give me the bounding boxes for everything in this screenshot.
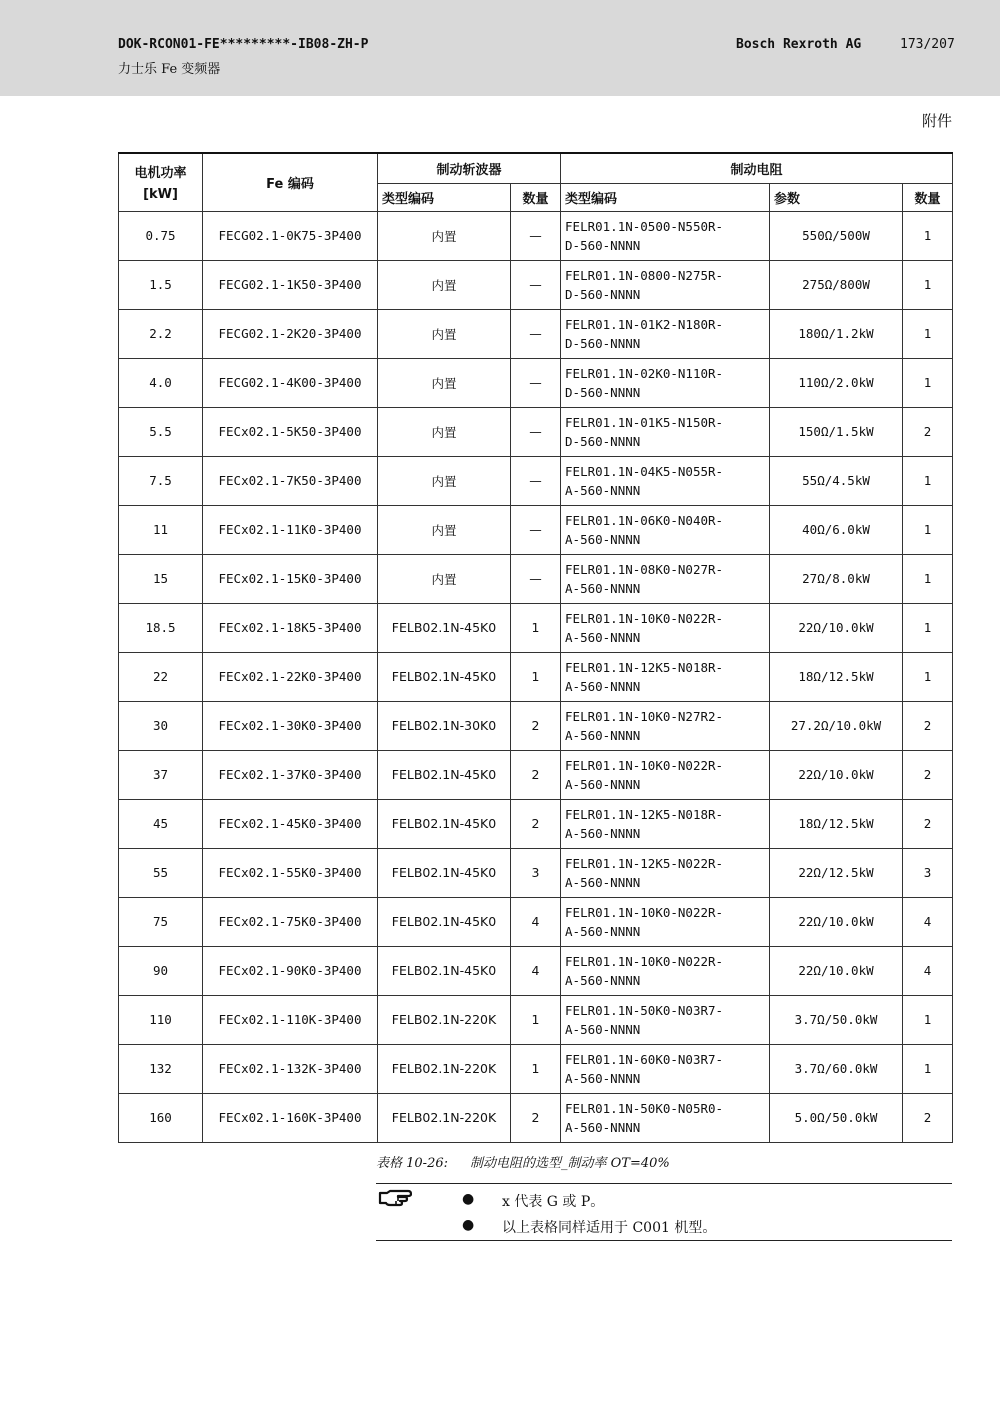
cell-resistor-type <box>561 505 770 554</box>
cell-motor-power: 7.5 <box>119 456 203 505</box>
resistor-type-line1: FELR01.1N-60K0-N03R7- <box>565 1051 724 1067</box>
cell-motor-power: 15 <box>119 554 203 603</box>
cell-chopper-type: 内置 <box>378 554 511 603</box>
cell-fe-code: FECx02.1-30K0-3P400 <box>203 701 378 750</box>
cell-fe-code: FECx02.1-7K50-3P400 <box>203 456 378 505</box>
resistor-type-line1: FELR01.1N-10K0-N022R- <box>565 610 724 626</box>
cell-motor-power: 132 <box>119 1044 203 1093</box>
cell-resistor-qty: 1 <box>903 652 953 701</box>
cell-resistor-qty: 1 <box>903 505 953 554</box>
table-row <box>119 701 953 750</box>
cell-resistor-param: 22Ω/12.5kW <box>770 848 903 897</box>
cell-resistor-type <box>561 309 770 358</box>
cell-resistor-qty: 1 <box>903 358 953 407</box>
table-row <box>119 995 953 1044</box>
cell-resistor-qty: 1 <box>903 211 953 260</box>
resistor-type-line2: A-560-NNNN <box>565 727 641 743</box>
caption-number: 表格 10-26: <box>376 1156 448 1171</box>
notes-box <box>376 1183 952 1241</box>
cell-chopper-qty: 2 <box>511 1093 561 1142</box>
cell-resistor-param: 22Ω/10.0kW <box>770 897 903 946</box>
cell-chopper-qty: 1 <box>511 1044 561 1093</box>
resistor-type-line2: A-560-NNNN <box>565 776 641 792</box>
cell-motor-power: 22 <box>119 652 203 701</box>
resistor-type-line1: FELR01.1N-50K0-N03R7- <box>565 1002 724 1018</box>
cell-motor-power: 1.5 <box>119 260 203 309</box>
brake-resistor-table <box>118 152 953 1143</box>
table-row <box>119 603 953 652</box>
cell-fe-code: FECG02.1-1K50-3P400 <box>203 260 378 309</box>
cell-resistor-type <box>561 701 770 750</box>
cell-chopper-qty: 3 <box>511 848 561 897</box>
cell-chopper-type: 内置 <box>378 309 511 358</box>
cell-resistor-type <box>561 456 770 505</box>
table-row <box>119 456 953 505</box>
document-subtitle: 力士乐 Fe 变频器 <box>118 62 221 77</box>
resistor-type-line2: A-560-NNNN <box>565 874 641 890</box>
note-text: 以上表格同样适用于 C001 机型。 <box>502 1220 717 1236</box>
header-brake-chopper: 制动斩波器 <box>378 153 561 183</box>
cell-chopper-qty: — <box>511 260 561 309</box>
cell-chopper-type: FELB02.1N-45K0 <box>378 946 511 995</box>
table-row <box>119 358 953 407</box>
cell-resistor-type <box>561 946 770 995</box>
cell-chopper-qty: — <box>511 505 561 554</box>
cell-motor-power: 18.5 <box>119 603 203 652</box>
cell-resistor-param: 40Ω/6.0kW <box>770 505 903 554</box>
cell-resistor-param: 275Ω/800W <box>770 260 903 309</box>
resistor-type-line1: FELR01.1N-06K0-N040R- <box>565 512 724 528</box>
table-row <box>119 848 953 897</box>
resistor-type-line1: FELR01.1N-50K0-N05R0- <box>565 1100 724 1116</box>
cell-resistor-param: 18Ω/12.5kW <box>770 652 903 701</box>
resistor-type-line2: A-560-NNNN <box>565 972 641 988</box>
resistor-type-line2: A-560-NNNN <box>565 580 641 596</box>
cell-resistor-param: 22Ω/10.0kW <box>770 946 903 995</box>
company-name: Bosch Rexroth AG <box>736 37 862 52</box>
note-text: x 代表 G 或 P。 <box>502 1194 605 1210</box>
cell-chopper-type: FELB02.1N-220K <box>378 1093 511 1142</box>
cell-resistor-type <box>561 1044 770 1093</box>
table-row <box>119 211 953 260</box>
cell-fe-code: FECx02.1-18K5-3P400 <box>203 603 378 652</box>
cell-resistor-param: 180Ω/1.2kW <box>770 309 903 358</box>
cell-chopper-qty: 1 <box>511 995 561 1044</box>
cell-chopper-qty: 2 <box>511 750 561 799</box>
resistor-type-line2: A-560-NNNN <box>565 531 641 547</box>
cell-resistor-type <box>561 848 770 897</box>
header-chopper-qty: 数量 <box>511 183 561 211</box>
cell-resistor-type <box>561 407 770 456</box>
cell-chopper-qty: — <box>511 554 561 603</box>
cell-chopper-type: FELB02.1N-220K <box>378 1044 511 1093</box>
table-row <box>119 652 953 701</box>
table-row <box>119 1093 953 1142</box>
cell-chopper-type: FELB02.1N-45K0 <box>378 848 511 897</box>
resistor-type-line1: FELR01.1N-04K5-N055R- <box>565 463 724 479</box>
cell-motor-power: 4.0 <box>119 358 203 407</box>
cell-resistor-type <box>561 995 770 1044</box>
cell-resistor-type <box>561 652 770 701</box>
cell-resistor-type <box>561 358 770 407</box>
resistor-type-line1: FELR01.1N-10K0-N27R2- <box>565 708 724 724</box>
cell-resistor-param: 22Ω/10.0kW <box>770 603 903 652</box>
cell-resistor-qty: 4 <box>903 897 953 946</box>
document-id: DOK-RCON01-FE*********-IB08-ZH-P <box>118 37 369 52</box>
cell-chopper-type: FELB02.1N-45K0 <box>378 897 511 946</box>
cell-resistor-param: 55Ω/4.5kW <box>770 456 903 505</box>
cell-resistor-type <box>561 211 770 260</box>
cell-chopper-type: FELB02.1N-220K <box>378 995 511 1044</box>
header-resistor-param: 参数 <box>770 183 903 211</box>
page-number: 173/207 <box>900 37 955 52</box>
cell-chopper-qty: 4 <box>511 897 561 946</box>
cell-resistor-type <box>561 750 770 799</box>
cell-fe-code: FECx02.1-5K50-3P400 <box>203 407 378 456</box>
table-row <box>119 799 953 848</box>
cell-chopper-qty: — <box>511 309 561 358</box>
cell-resistor-type <box>561 260 770 309</box>
cell-chopper-qty: 2 <box>511 701 561 750</box>
cell-chopper-qty: 1 <box>511 603 561 652</box>
bullet-icon: ● <box>462 1217 475 1233</box>
cell-resistor-param: 110Ω/2.0kW <box>770 358 903 407</box>
resistor-type-line2: A-560-NNNN <box>565 482 641 498</box>
cell-fe-code: FECx02.1-15K0-3P400 <box>203 554 378 603</box>
cell-resistor-param: 550Ω/500W <box>770 211 903 260</box>
cell-motor-power: 160 <box>119 1093 203 1142</box>
cell-fe-code: FECx02.1-37K0-3P400 <box>203 750 378 799</box>
cell-chopper-qty: — <box>511 358 561 407</box>
table-row <box>119 1044 953 1093</box>
cell-resistor-param: 3.7Ω/50.0kW <box>770 995 903 1044</box>
table-row <box>119 946 953 995</box>
resistor-type-line1: FELR01.1N-0800-N275R- <box>565 267 724 283</box>
resistor-type-line1: FELR01.1N-08K0-N027R- <box>565 561 724 577</box>
resistor-type-line1: FELR01.1N-01K5-N150R- <box>565 414 724 430</box>
resistor-type-line2: A-560-NNNN <box>565 1021 641 1037</box>
cell-chopper-type: 内置 <box>378 407 511 456</box>
header-brake-resistor: 制动电阻 <box>561 153 953 183</box>
cell-motor-power: 30 <box>119 701 203 750</box>
cell-resistor-qty: 1 <box>903 309 953 358</box>
cell-chopper-type: 内置 <box>378 456 511 505</box>
cell-motor-power: 0.75 <box>119 211 203 260</box>
cell-chopper-type: 内置 <box>378 358 511 407</box>
resistor-type-line1: FELR01.1N-10K0-N022R- <box>565 953 724 969</box>
cell-resistor-qty: 4 <box>903 946 953 995</box>
cell-fe-code: FECx02.1-11K0-3P400 <box>203 505 378 554</box>
resistor-type-line2: A-560-NNNN <box>565 629 641 645</box>
cell-motor-power: 90 <box>119 946 203 995</box>
resistor-type-line2: A-560-NNNN <box>565 825 641 841</box>
cell-motor-power: 37 <box>119 750 203 799</box>
cell-chopper-qty: 1 <box>511 652 561 701</box>
resistor-type-line2: A-560-NNNN <box>565 1070 641 1086</box>
page-header <box>0 0 1000 96</box>
cell-resistor-param: 5.0Ω/50.0kW <box>770 1093 903 1142</box>
cell-resistor-type <box>561 799 770 848</box>
resistor-type-line1: FELR01.1N-12K5-N022R- <box>565 855 724 871</box>
resistor-type-line1: FELR01.1N-01K2-N180R- <box>565 316 724 332</box>
resistor-type-line1: FELR01.1N-0500-N550R- <box>565 218 724 234</box>
cell-fe-code: FECx02.1-45K0-3P400 <box>203 799 378 848</box>
table-row <box>119 505 953 554</box>
section-title: 附件 <box>921 112 952 130</box>
resistor-type-line1: FELR01.1N-10K0-N022R- <box>565 904 724 920</box>
cell-resistor-qty: 3 <box>903 848 953 897</box>
resistor-type-line1: FELR01.1N-12K5-N018R- <box>565 659 724 675</box>
cell-chopper-qty: 2 <box>511 799 561 848</box>
cell-resistor-qty: 2 <box>903 750 953 799</box>
cell-fe-code: FECx02.1-90K0-3P400 <box>203 946 378 995</box>
resistor-type-line2: D-560-NNNN <box>565 335 641 351</box>
cell-fe-code: FECG02.1-0K75-3P400 <box>203 211 378 260</box>
cell-resistor-qty: 2 <box>903 799 953 848</box>
header-chopper-type: 类型编码 <box>378 183 511 211</box>
cell-motor-power: 55 <box>119 848 203 897</box>
cell-chopper-qty: — <box>511 456 561 505</box>
cell-chopper-type: 内置 <box>378 260 511 309</box>
cell-resistor-qty: 2 <box>903 407 953 456</box>
cell-resistor-param: 22Ω/10.0kW <box>770 750 903 799</box>
cell-motor-power: 110 <box>119 995 203 1044</box>
cell-resistor-type <box>561 603 770 652</box>
cell-resistor-qty: 1 <box>903 603 953 652</box>
cell-fe-code: FECx02.1-75K0-3P400 <box>203 897 378 946</box>
header-motor-power <box>119 153 203 211</box>
cell-chopper-type: FELB02.1N-30K0 <box>378 701 511 750</box>
resistor-type-line1: FELR01.1N-02K0-N110R- <box>565 365 724 381</box>
cell-resistor-qty: 1 <box>903 456 953 505</box>
cell-motor-power: 5.5 <box>119 407 203 456</box>
cell-resistor-qty: 1 <box>903 554 953 603</box>
table-row <box>119 260 953 309</box>
cell-fe-code: FECx02.1-160K-3P400 <box>203 1093 378 1142</box>
cell-chopper-type: FELB02.1N-45K0 <box>378 652 511 701</box>
cell-chopper-qty: 4 <box>511 946 561 995</box>
cell-fe-code: FECG02.1-2K20-3P400 <box>203 309 378 358</box>
cell-fe-code: FECx02.1-22K0-3P400 <box>203 652 378 701</box>
resistor-type-line2: A-560-NNNN <box>565 923 641 939</box>
cell-resistor-type <box>561 554 770 603</box>
table-row <box>119 309 953 358</box>
pointing-hand-icon <box>378 1188 412 1208</box>
cell-motor-power: 2.2 <box>119 309 203 358</box>
cell-fe-code: FECx02.1-132K-3P400 <box>203 1044 378 1093</box>
table-row <box>119 407 953 456</box>
bullet-icon: ● <box>462 1191 475 1207</box>
resistor-type-line2: A-560-NNNN <box>565 678 641 694</box>
resistor-type-line2: D-560-NNNN <box>565 433 641 449</box>
cell-fe-code: FECG02.1-4K00-3P400 <box>203 358 378 407</box>
header-resistor-qty: 数量 <box>903 183 953 211</box>
resistor-type-line1: FELR01.1N-10K0-N022R- <box>565 757 724 773</box>
cell-chopper-type: FELB02.1N-45K0 <box>378 750 511 799</box>
header-motor-power-unit: [kW] <box>143 187 178 203</box>
cell-motor-power: 11 <box>119 505 203 554</box>
cell-resistor-type <box>561 897 770 946</box>
resistor-type-line2: D-560-NNNN <box>565 286 641 302</box>
cell-chopper-type: 内置 <box>378 211 511 260</box>
cell-resistor-qty: 2 <box>903 701 953 750</box>
table-caption <box>376 1152 692 1171</box>
cell-resistor-param: 27Ω/8.0kW <box>770 554 903 603</box>
cell-chopper-type: 内置 <box>378 505 511 554</box>
cell-chopper-qty: — <box>511 211 561 260</box>
cell-resistor-qty: 2 <box>903 1093 953 1142</box>
table-row <box>119 554 953 603</box>
resistor-type-line2: D-560-NNNN <box>565 384 641 400</box>
header-fe-code: Fe 编码 <box>203 153 378 211</box>
cell-resistor-param: 27.2Ω/10.0kW <box>770 701 903 750</box>
cell-resistor-qty: 1 <box>903 260 953 309</box>
table-row <box>119 897 953 946</box>
resistor-type-line2: A-560-NNNN <box>565 1119 641 1135</box>
cell-resistor-param: 18Ω/12.5kW <box>770 799 903 848</box>
cell-resistor-type <box>561 1093 770 1142</box>
cell-fe-code: FECx02.1-55K0-3P400 <box>203 848 378 897</box>
cell-fe-code: FECx02.1-110K-3P400 <box>203 995 378 1044</box>
cell-resistor-qty: 1 <box>903 995 953 1044</box>
header-resistor-type: 类型编码 <box>561 183 770 211</box>
cell-chopper-qty: — <box>511 407 561 456</box>
caption-text: 制动电阻的选型_制动率 OT=40% <box>470 1156 670 1171</box>
cell-motor-power: 75 <box>119 897 203 946</box>
cell-resistor-qty: 1 <box>903 1044 953 1093</box>
cell-resistor-param: 3.7Ω/60.0kW <box>770 1044 903 1093</box>
table-row <box>119 750 953 799</box>
cell-resistor-param: 150Ω/1.5kW <box>770 407 903 456</box>
resistor-type-line1: FELR01.1N-12K5-N018R- <box>565 806 724 822</box>
header-motor-power-label: 电机功率 <box>134 166 187 182</box>
cell-motor-power: 45 <box>119 799 203 848</box>
cell-chopper-type: FELB02.1N-45K0 <box>378 799 511 848</box>
resistor-type-line2: D-560-NNNN <box>565 237 641 253</box>
cell-chopper-type: FELB02.1N-45K0 <box>378 603 511 652</box>
